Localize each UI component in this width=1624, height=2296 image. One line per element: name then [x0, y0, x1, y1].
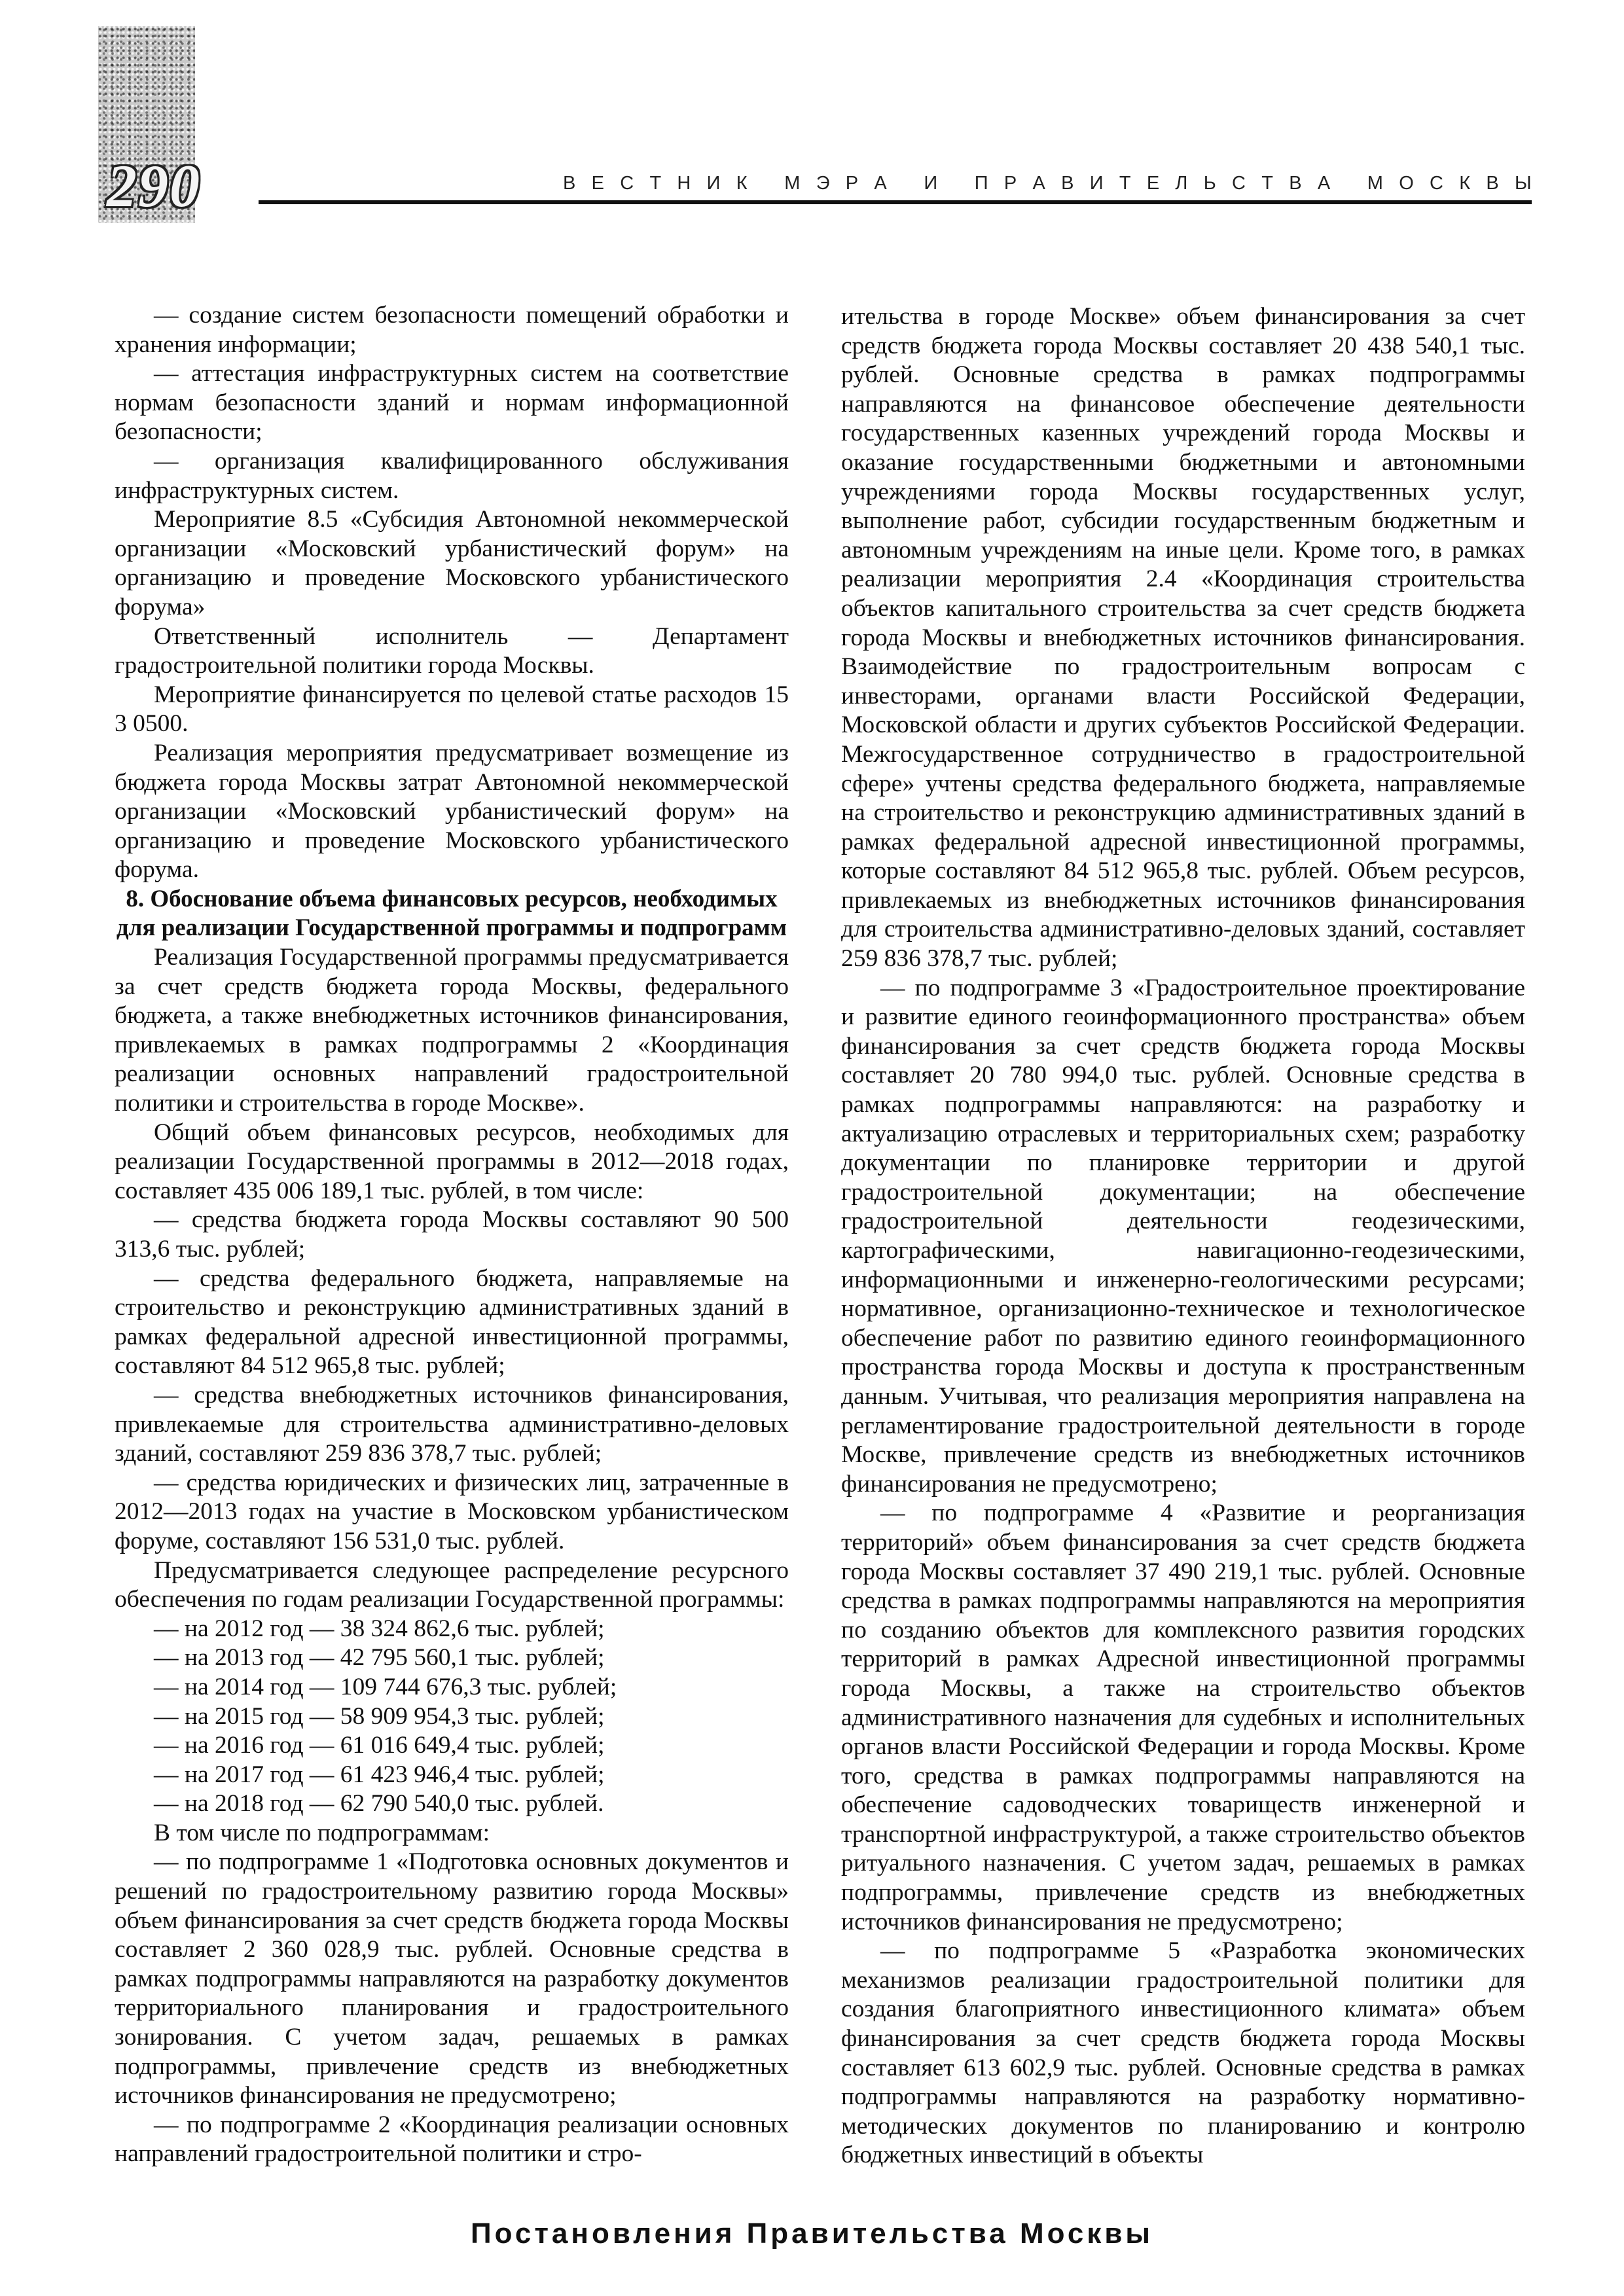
journal-title-letter: Т	[1261, 172, 1273, 194]
year-item: — на 2014 год — 109 744 676,3 тыс. рублей;	[154, 1673, 617, 1700]
paragraph: Общий объем финансовых ресурсов, необходимых для реализации Государственной программы в 2012—2018 годах, составляет 435 006 189,1 тыс. рублей, в том числе:	[115, 1119, 789, 1204]
journal-title-letter: Р	[845, 172, 859, 194]
paragraph: — организация квалифицированного обслуживания инфраструктурных систем.	[115, 447, 789, 504]
journal-title-letter: В	[563, 172, 576, 194]
journal-title-letter: А	[874, 172, 887, 194]
journal-title-letter: М	[784, 172, 801, 194]
journal-title-letter: Ь	[1203, 172, 1216, 194]
journal-title-letter: И	[924, 172, 938, 194]
paragraph: Реализация мероприятия предусматривает возмещение из бюджета города Москвы затрат Автономной некоммерческой организации «Московский урбанистический форум» на организацию и проведение Московского урбанистического форума.	[115, 739, 789, 884]
journal-title-letter: С	[1430, 172, 1443, 194]
paragraph: — по подпрограмме 1 «Подготовка основных документов и решений по градостроительному развитию города Москвы» объем финансирования за счет средств бюджета города Москвы составляет 2 360 028,9 тыс. рублей. Основные средства в рамках подпрограммы направляются на разработку документов территориального планирования и градостроительного зонирования. С учетом задач, решаемых в рамках подпрограммы, привлечение средств из внебюджетных источников финансирования не предусмотрено;	[115, 1848, 789, 2109]
paragraph: — средства федерального бюджета, направляемые на строительство и реконструкцию административных зданий в рамках федеральной адресной инвестиционной программы, составляют 84 512 965,8 тыс. рублей;	[115, 1265, 789, 1380]
journal-title-letter: С	[620, 172, 634, 194]
page-number: 290	[107, 152, 201, 219]
paragraph: — средства внебюджетных источников финансирования, привлекаемые для строительства административно-деловых зданий, составляют 259 836 378,7 тыс. рублей;	[115, 1381, 789, 1467]
journal-title-letter: О	[1399, 172, 1414, 194]
paragraph: — создание систем безопасности помещений обработки и хранения информации;	[115, 302, 789, 358]
paragraph: Ответственный исполнитель — Департамент градостроительной политики города Москвы.	[115, 622, 789, 679]
journal-title	[563, 167, 1532, 200]
paragraph: — средства бюджета города Москвы составляют 90 500 313,6 тыс. рублей;	[115, 1206, 789, 1263]
journal-title-letter: Н	[677, 172, 691, 194]
paragraph: — по подпрограмме 3 «Градостроительное проектирование и развитие единого геоинформационного пространства» объем финансирования за счет средств бюджета города Москвы составляет 20 780 994,0 тыс. рублей. Основные средства в рамках подпрограммы направляются: на разработку и актуализацию отраслевых и территориальных схем; разработку документации по планировке территории и другой градостроительной документации; на обеспечение градостроительной деятельности геодезическими, картографическими, навигационно-геодезическими, информационными и инженерно-геологическими ресурсами; нормативное, организационно-техническое и технологическое обеспечение работ по развитию единого геоинформационного пространства города Москвы и доступа к пространственным данным. Учитывая, что реализация мероприятия направлена на регламентирование градостроительной деятельности в городе Москве, привлечение средств из внебюджетных источников финансирования не предусмотрено;	[841, 974, 1525, 1498]
journal-title-letter	[953, 173, 958, 194]
journal-title-letter: Л	[1175, 172, 1188, 194]
paragraph: Мероприятие 8.5 «Субсидия Автономной некоммерческой организации «Московский урбанистический форум» на организацию и проведение Московского урбанистического форума»	[115, 506, 789, 620]
paragraph: — по подпрограмме 5 «Разработка экономических механизмов реализации градостроительной политики для создания благоприятного инвестиционного климата» объем финансирования за счет средств бюджета города Москвы составляет 613 602,9 тыс. рублей. Основные средства в рамках подпрограммы направляются на разработку нормативно-методических документов по планированию и контролю бюджетных инвестиций в объекты	[841, 1937, 1525, 2169]
journal-title-letter: Е	[591, 172, 604, 194]
journal-title-letter: В	[1289, 172, 1302, 194]
left-column	[115, 301, 789, 2169]
journal-title-letter	[1346, 173, 1351, 194]
year-item: — на 2016 год — 61 016 649,4 тыс. рублей;	[154, 1732, 605, 1759]
paragraph: — средства юридических и физических лиц, затраченные в 2012—2013 годах на участие в Московском урбанистическом форуме, составляют 156 531,0 тыс. рублей.	[115, 1469, 789, 1554]
footer-title: Постановления Правительства Москвы	[470, 2217, 1154, 2250]
year-item: — на 2012 год — 38 324 862,6 тыс. рублей;	[154, 1615, 605, 1642]
journal-title-letter: В	[1486, 172, 1499, 194]
journal-title-letter: П	[974, 172, 988, 194]
paragraph: В том числе по подпрограммам:	[154, 1819, 490, 1846]
journal-title-letter: Т	[1119, 172, 1131, 194]
paragraph: ительства в городе Москве» объем финансирования за счет средств бюджета города Москвы составляет 20 438 540,1 тыс. рублей. Основные средства в рамках подпрограммы направляются на финансовое обеспечение деятельности государственных казенных учреждений города Москвы и оказание государственными бюджетными и автономными учреждениями города Москвы государственных услуг, выполнение работ, субсидии государственным бюджетным и автономным учреждениям на иные цели. Кроме того, в рамках реализации мероприятия 2.4 «Координация строительства объектов капитального строительства за счет средств бюджета города Москвы и внебюджетных источников финансирования. Взаимодействие по градостроительным вопросам с инвесторами, органами власти Российской Федерации, Московской области и других субъектов Российской Федерации. Межгосударственное сотрудничество в градостроительной сфере» учтены средства федерального бюджета, направляемые на строительство и реконструкцию административных зданий в рамках федеральной адресной инвестиционной программы, которые составляют 84 512 965,8 тыс. рублей. Объем ресурсов, привлекаемых из внебюджетных источников финансирования для строительства административно-деловых зданий, составляет 259 836 378,7 тыс. рублей;	[841, 303, 1525, 973]
year-item: — на 2018 год — 62 790 540,0 тыс. рублей.	[154, 1790, 604, 1818]
journal-title-letter: С	[1232, 172, 1246, 194]
journal-title-letter: Е	[1146, 172, 1160, 194]
journal-title-letter: Ы	[1515, 172, 1532, 194]
paragraph: — по подпрограмме 4 «Развитие и реорганизация территорий» объем финансирования за счет средств бюджета города Москвы составляет 37 490 219,1 тыс. рублей. Основные средства в рамках подпрограммы направляются на мероприятия по созданию объектов для комплексного развития городских территорий в рамках Адресной инвестиционной программы города Москвы, а также на строительство объектов административного назначения для судебных и исполнительных органов власти Российской Федерации и города Москвы. Кроме того, средства в рамках подпрограммы направляются на обеспечение садоводческих товариществ инженерной и транспортной инфраструктурой, а также строительство объектов ритуального назначения. С учетом задач, решаемых в рамках подпрограммы, привлечение средств из внебюджетных источников финансирования не предусмотрено;	[841, 1499, 1525, 1935]
section-heading: 8. Обоснование объема финансовых ресурсов, необходимых для реализации Государственной программы и подпрограмм	[116, 885, 787, 942]
journal-title-letter: К	[736, 172, 748, 194]
journal-title-letter: И	[706, 172, 721, 194]
paragraph: — аттестация инфраструктурных систем на соответствие нормам безопасности зданий и нормам информационной безопасности;	[115, 360, 789, 446]
right-column	[841, 302, 1525, 2170]
paragraph: — по подпрограмме 2 «Координация реализации основных направлений градостроительной политики и стро-	[115, 2111, 789, 2168]
journal-title-letter: А	[1317, 172, 1331, 194]
journal-title-letter: К	[1459, 172, 1471, 194]
year-item: — на 2017 год — 61 423 946,4 тыс. рублей;	[154, 1761, 605, 1788]
journal-title-letter: Р	[1003, 172, 1017, 194]
header-rule	[259, 200, 1532, 204]
journal-title-letter: А	[1032, 172, 1045, 194]
paragraph: Мероприятие финансируется по целевой статье расходов 15 3 0500.	[115, 681, 789, 738]
paragraph: Реализация Государственной программы предусматривается за счет средств бюджета города Москвы, федерального бюджета, а также внебюджетных источников финансирования, привлекаемых в рамках подпрограммы 2 «Координация реализации основных направлений градостроительной политики и строительства в городе Москве».	[115, 944, 789, 1117]
year-item: — на 2013 год — 42 795 560,1 тыс. рублей;	[154, 1644, 605, 1672]
journal-title-letter: В	[1061, 172, 1074, 194]
journal-title-letter	[763, 173, 768, 194]
journal-title-letter: Т	[649, 172, 662, 194]
journal-title-letter: Э	[816, 172, 830, 194]
paragraph: Предусматривается следующее распределение ресурсного обеспечения по годам реализации Государственной программы:	[115, 1556, 789, 1613]
journal-title-letter: И	[1089, 172, 1104, 194]
year-item: — на 2015 год — 58 909 954,3 тыс. рублей;	[154, 1702, 605, 1730]
journal-title-letter	[903, 173, 908, 194]
journal-title-letter: М	[1367, 172, 1383, 194]
